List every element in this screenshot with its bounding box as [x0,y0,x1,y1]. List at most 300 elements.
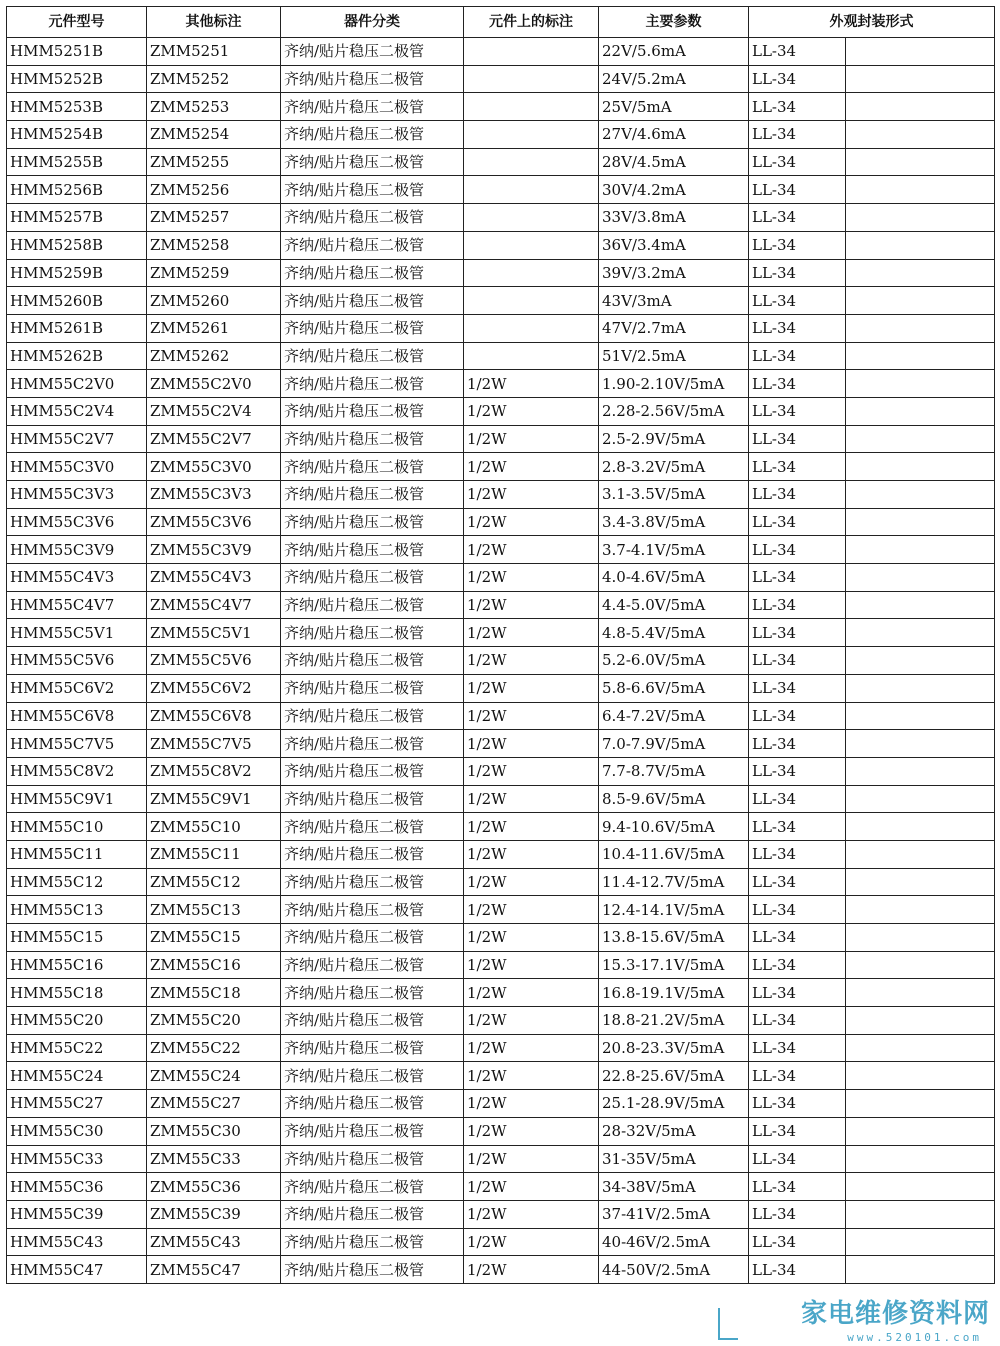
cell-other-marking: ZMM55C4V7 [147,591,281,619]
cell-empty [846,1228,995,1256]
component-table [6,6,995,1284]
cell-device-category: 齐纳/贴片稳压二极管 [281,757,464,785]
cell-other-marking: ZMM55C3V0 [147,453,281,481]
cell-main-parameters: 18.8-21.2V/5mA [599,1007,749,1035]
cell-part-number: HMM55C6V2 [7,674,147,702]
cell-package-form: LL-34 [749,896,846,924]
cell-main-parameters: 4.8-5.4V/5mA [599,619,749,647]
cell-main-parameters: 7.7-8.7V/5mA [599,757,749,785]
table-row [7,231,995,259]
cell-main-parameters: 7.0-7.9V/5mA [599,730,749,758]
cell-device-category: 齐纳/贴片稳压二极管 [281,979,464,1007]
cell-package-form: LL-34 [749,370,846,398]
cell-on-part-marking: 1/2W [464,564,599,592]
cell-empty [846,370,995,398]
cell-on-part-marking: 1/2W [464,868,599,896]
table-row [7,481,995,509]
cell-other-marking: ZMM55C30 [147,1117,281,1145]
cell-empty [846,425,995,453]
cell-main-parameters: 28-32V/5mA [599,1117,749,1145]
cell-main-parameters: 20.8-23.3V/5mA [599,1034,749,1062]
cell-package-form: LL-34 [749,619,846,647]
cell-part-number: HMM55C6V8 [7,702,147,730]
cell-device-category: 齐纳/贴片稳压二极管 [281,425,464,453]
cell-part-number: HMM5252B [7,65,147,93]
cell-on-part-marking [464,259,599,287]
cell-package-form: LL-34 [749,1145,846,1173]
cell-main-parameters: 16.8-19.1V/5mA [599,979,749,1007]
cell-device-category: 齐纳/贴片稳压二极管 [281,1173,464,1201]
cell-device-category: 齐纳/贴片稳压二极管 [281,785,464,813]
cell-other-marking: ZMM5251 [147,38,281,66]
cell-empty [846,148,995,176]
cell-main-parameters: 43V/3mA [599,287,749,315]
cell-main-parameters: 44-50V/2.5mA [599,1256,749,1284]
cell-on-part-marking: 1/2W [464,536,599,564]
cell-empty [846,287,995,315]
cell-part-number: HMM55C27 [7,1090,147,1118]
table-row [7,674,995,702]
table-row [7,1117,995,1145]
cell-part-number: HMM55C8V2 [7,757,147,785]
header-part-number: 元件型号 [7,7,147,38]
cell-package-form: LL-34 [749,840,846,868]
cell-part-number: HMM55C4V7 [7,591,147,619]
cell-on-part-marking [464,38,599,66]
cell-empty [846,564,995,592]
cell-on-part-marking: 1/2W [464,591,599,619]
cell-on-part-marking [464,93,599,121]
cell-empty [846,1007,995,1035]
cell-empty [846,813,995,841]
table-row [7,702,995,730]
cell-other-marking: ZMM55C2V7 [147,425,281,453]
cell-device-category: 齐纳/贴片稳压二极管 [281,951,464,979]
cell-package-form: LL-34 [749,93,846,121]
cell-empty [846,508,995,536]
cell-empty [846,896,995,924]
table-row [7,1173,995,1201]
cell-part-number: HMM55C47 [7,1256,147,1284]
table-row [7,425,995,453]
cell-other-marking: ZMM55C13 [147,896,281,924]
cell-on-part-marking [464,65,599,93]
header-other-marking: 其他标注 [147,7,281,38]
table-row [7,619,995,647]
table-row [7,1062,995,1090]
cell-empty [846,591,995,619]
cell-empty [846,65,995,93]
cell-package-form: LL-34 [749,121,846,149]
cell-part-number: HMM55C2V4 [7,397,147,425]
cell-part-number: HMM55C2V0 [7,370,147,398]
cell-empty [846,1145,995,1173]
cell-device-category: 齐纳/贴片稳压二极管 [281,840,464,868]
cell-package-form: LL-34 [749,1173,846,1201]
cell-device-category: 齐纳/贴片稳压二极管 [281,176,464,204]
cell-package-form: LL-34 [749,1034,846,1062]
cell-empty [846,674,995,702]
cell-main-parameters: 8.5-9.6V/5mA [599,785,749,813]
cell-part-number: HMM55C43 [7,1228,147,1256]
cell-device-category: 齐纳/贴片稳压二极管 [281,1200,464,1228]
cell-empty [846,1173,995,1201]
cell-main-parameters: 37-41V/2.5mA [599,1200,749,1228]
cell-other-marking: ZMM5262 [147,342,281,370]
cell-device-category: 齐纳/贴片稳压二极管 [281,702,464,730]
cell-package-form: LL-34 [749,1062,846,1090]
cell-on-part-marking: 1/2W [464,453,599,481]
table-row [7,204,995,232]
cell-on-part-marking [464,204,599,232]
cell-main-parameters: 5.8-6.6V/5mA [599,674,749,702]
cell-package-form: LL-34 [749,674,846,702]
cell-other-marking: ZMM55C16 [147,951,281,979]
cell-on-part-marking: 1/2W [464,757,599,785]
cell-package-form: LL-34 [749,1090,846,1118]
cell-package-form: LL-34 [749,924,846,952]
cell-other-marking: ZMM5257 [147,204,281,232]
cell-main-parameters: 13.8-15.6V/5mA [599,924,749,952]
cell-empty [846,204,995,232]
table-row [7,564,995,592]
cell-empty [846,702,995,730]
cell-package-form: LL-34 [749,231,846,259]
cell-main-parameters: 28V/4.5mA [599,148,749,176]
cell-on-part-marking: 1/2W [464,1173,599,1201]
cell-part-number: HMM5254B [7,121,147,149]
cell-part-number: HMM55C20 [7,1007,147,1035]
header-on-part-marking: 元件上的标注 [464,7,599,38]
cell-package-form: LL-34 [749,481,846,509]
cell-part-number: HMM5255B [7,148,147,176]
table-row [7,259,995,287]
cell-other-marking: ZMM55C11 [147,840,281,868]
cell-device-category: 齐纳/贴片稳压二极管 [281,204,464,232]
cell-on-part-marking [464,287,599,315]
cell-device-category: 齐纳/贴片稳压二极管 [281,370,464,398]
cell-on-part-marking: 1/2W [464,397,599,425]
cell-package-form: LL-34 [749,38,846,66]
cell-part-number: HMM55C3V3 [7,481,147,509]
cell-main-parameters: 24V/5.2mA [599,65,749,93]
watermark-logo-text: 家电维修资料网 [800,1299,990,1329]
table-row [7,148,995,176]
cell-package-form: LL-34 [749,259,846,287]
cell-package-form: LL-34 [749,536,846,564]
table-row [7,342,995,370]
cell-device-category: 齐纳/贴片稳压二极管 [281,619,464,647]
cell-on-part-marking: 1/2W [464,1256,599,1284]
cell-main-parameters: 34-38V/5mA [599,1173,749,1201]
cell-on-part-marking: 1/2W [464,674,599,702]
cell-main-parameters: 9.4-10.6V/5mA [599,813,749,841]
cell-on-part-marking: 1/2W [464,785,599,813]
cell-empty [846,1062,995,1090]
cell-other-marking: ZMM55C43 [147,1228,281,1256]
table-row [7,1145,995,1173]
cell-other-marking: ZMM55C36 [147,1173,281,1201]
table-body [7,38,995,1284]
cell-part-number: HMM55C39 [7,1200,147,1228]
cell-on-part-marking: 1/2W [464,1034,599,1062]
table-row [7,757,995,785]
cell-part-number: HMM55C3V6 [7,508,147,536]
cell-on-part-marking: 1/2W [464,370,599,398]
cell-other-marking: ZMM55C3V6 [147,508,281,536]
cell-on-part-marking [464,231,599,259]
table-row [7,287,995,315]
cell-main-parameters: 4.4-5.0V/5mA [599,591,749,619]
cell-package-form: LL-34 [749,591,846,619]
cell-package-form: LL-34 [749,564,846,592]
table-row [7,1090,995,1118]
cell-main-parameters: 2.8-3.2V/5mA [599,453,749,481]
table-row [7,314,995,342]
cell-empty [846,342,995,370]
cell-main-parameters: 40-46V/2.5mA [599,1228,749,1256]
cell-other-marking: ZMM55C15 [147,924,281,952]
cell-on-part-marking: 1/2W [464,924,599,952]
table-row [7,979,995,1007]
cell-other-marking: ZMM55C20 [147,1007,281,1035]
cell-package-form: LL-34 [749,730,846,758]
cell-device-category: 齐纳/贴片稳压二极管 [281,896,464,924]
cell-part-number: HMM5253B [7,93,147,121]
table-row [7,508,995,536]
table-row [7,868,995,896]
cell-on-part-marking: 1/2W [464,896,599,924]
cell-device-category: 齐纳/贴片稳压二极管 [281,259,464,287]
cell-main-parameters: 2.28-2.56V/5mA [599,397,749,425]
cell-other-marking: ZMM55C8V2 [147,757,281,785]
cell-package-form: LL-34 [749,314,846,342]
cell-other-marking: ZMM55C2V0 [147,370,281,398]
cell-other-marking: ZMM55C47 [147,1256,281,1284]
cell-empty [846,231,995,259]
cell-package-form: LL-34 [749,979,846,1007]
cell-device-category: 齐纳/贴片稳压二极管 [281,1090,464,1118]
cell-empty [846,951,995,979]
cell-device-category: 齐纳/贴片稳压二极管 [281,1228,464,1256]
cell-empty [846,38,995,66]
cell-main-parameters: 22.8-25.6V/5mA [599,1062,749,1090]
cell-other-marking: ZMM55C24 [147,1062,281,1090]
cell-other-marking: ZMM55C39 [147,1200,281,1228]
cell-empty [846,481,995,509]
cell-device-category: 齐纳/贴片稳压二极管 [281,148,464,176]
cell-part-number: HMM55C36 [7,1173,147,1201]
cell-empty [846,785,995,813]
cell-on-part-marking: 1/2W [464,647,599,675]
cell-main-parameters: 3.7-4.1V/5mA [599,536,749,564]
cell-other-marking: ZMM55C6V8 [147,702,281,730]
cell-device-category: 齐纳/贴片稳压二极管 [281,287,464,315]
cell-main-parameters: 31-35V/5mA [599,1145,749,1173]
cell-other-marking: ZMM55C2V4 [147,397,281,425]
table-row [7,121,995,149]
cell-other-marking: ZMM55C12 [147,868,281,896]
header-row [7,7,995,38]
table-row [7,813,995,841]
cell-part-number: HMM5256B [7,176,147,204]
cell-package-form: LL-34 [749,785,846,813]
cell-other-marking: ZMM55C5V1 [147,619,281,647]
cell-on-part-marking [464,342,599,370]
cell-device-category: 齐纳/贴片稳压二极管 [281,1117,464,1145]
table-row [7,453,995,481]
watermark-icon [718,1308,738,1340]
cell-package-form: LL-34 [749,508,846,536]
cell-other-marking: ZMM5254 [147,121,281,149]
cell-main-parameters: 15.3-17.1V/5mA [599,951,749,979]
cell-package-form: LL-34 [749,1228,846,1256]
cell-package-form: LL-34 [749,1007,846,1035]
cell-part-number: HMM5260B [7,287,147,315]
cell-other-marking: ZMM55C33 [147,1145,281,1173]
cell-part-number: HMM55C4V3 [7,564,147,592]
cell-device-category: 齐纳/贴片稳压二极管 [281,65,464,93]
table-row [7,65,995,93]
cell-main-parameters: 27V/4.6mA [599,121,749,149]
cell-part-number: HMM5262B [7,342,147,370]
table-row [7,951,995,979]
cell-device-category: 齐纳/贴片稳压二极管 [281,397,464,425]
cell-empty [846,259,995,287]
cell-other-marking: ZMM5255 [147,148,281,176]
cell-empty [846,979,995,1007]
cell-part-number: HMM55C11 [7,840,147,868]
cell-on-part-marking: 1/2W [464,425,599,453]
table-row [7,785,995,813]
cell-other-marking: ZMM55C4V3 [147,564,281,592]
cell-package-form: LL-34 [749,868,846,896]
cell-other-marking: ZMM55C22 [147,1034,281,1062]
cell-package-form: LL-34 [749,287,846,315]
cell-main-parameters: 11.4-12.7V/5mA [599,868,749,896]
cell-device-category: 齐纳/贴片稳压二极管 [281,121,464,149]
table-row [7,1228,995,1256]
cell-on-part-marking: 1/2W [464,619,599,647]
cell-other-marking: ZMM55C3V9 [147,536,281,564]
table-row [7,370,995,398]
table-row [7,536,995,564]
cell-on-part-marking: 1/2W [464,813,599,841]
cell-package-form: LL-34 [749,951,846,979]
cell-device-category: 齐纳/贴片稳压二极管 [281,1062,464,1090]
cell-on-part-marking: 1/2W [464,481,599,509]
cell-part-number: HMM55C3V9 [7,536,147,564]
cell-part-number: HMM55C9V1 [7,785,147,813]
cell-on-part-marking: 1/2W [464,1117,599,1145]
cell-on-part-marking: 1/2W [464,702,599,730]
cell-device-category: 齐纳/贴片稳压二极管 [281,924,464,952]
cell-empty [846,1090,995,1118]
cell-main-parameters: 5.2-6.0V/5mA [599,647,749,675]
watermark-url: www.520101.com [847,1331,982,1344]
cell-empty [846,536,995,564]
cell-main-parameters: 2.5-2.9V/5mA [599,425,749,453]
cell-other-marking: ZMM5252 [147,65,281,93]
table-row [7,1007,995,1035]
cell-package-form: LL-34 [749,813,846,841]
cell-empty [846,1117,995,1145]
cell-other-marking: ZMM55C9V1 [147,785,281,813]
cell-other-marking: ZMM55C7V5 [147,730,281,758]
cell-main-parameters: 10.4-11.6V/5mA [599,840,749,868]
table-header [7,7,995,38]
table-row [7,93,995,121]
cell-empty [846,757,995,785]
cell-part-number: HMM55C12 [7,868,147,896]
cell-part-number: HMM55C7V5 [7,730,147,758]
cell-part-number: HMM55C22 [7,1034,147,1062]
cell-main-parameters: 22V/5.6mA [599,38,749,66]
cell-device-category: 齐纳/贴片稳压二极管 [281,730,464,758]
cell-empty [846,730,995,758]
cell-on-part-marking [464,121,599,149]
cell-package-form: LL-34 [749,1117,846,1145]
cell-other-marking: ZMM55C27 [147,1090,281,1118]
table-row [7,591,995,619]
table-row [7,730,995,758]
cell-on-part-marking: 1/2W [464,1062,599,1090]
cell-part-number: HMM55C13 [7,896,147,924]
cell-part-number: HMM55C24 [7,1062,147,1090]
cell-device-category: 齐纳/贴片稳压二极管 [281,508,464,536]
cell-package-form: LL-34 [749,453,846,481]
table-row [7,840,995,868]
cell-device-category: 齐纳/贴片稳压二极管 [281,674,464,702]
cell-empty [846,1256,995,1284]
cell-part-number: HMM5251B [7,38,147,66]
cell-empty [846,619,995,647]
cell-empty [846,924,995,952]
cell-package-form: LL-34 [749,425,846,453]
table-row [7,647,995,675]
cell-device-category: 齐纳/贴片稳压二极管 [281,1256,464,1284]
cell-on-part-marking [464,148,599,176]
cell-on-part-marking [464,314,599,342]
table-row [7,924,995,952]
cell-part-number: HMM5258B [7,231,147,259]
cell-main-parameters: 12.4-14.1V/5mA [599,896,749,924]
table-row [7,176,995,204]
cell-part-number: HMM55C3V0 [7,453,147,481]
cell-part-number: HMM5257B [7,204,147,232]
cell-part-number: HMM5259B [7,259,147,287]
cell-main-parameters: 25.1-28.9V/5mA [599,1090,749,1118]
cell-part-number: HMM55C30 [7,1117,147,1145]
cell-on-part-marking: 1/2W [464,840,599,868]
cell-on-part-marking: 1/2W [464,1145,599,1173]
cell-device-category: 齐纳/贴片稳压二极管 [281,591,464,619]
cell-part-number: HMM55C15 [7,924,147,952]
cell-package-form: LL-34 [749,204,846,232]
table-row [7,896,995,924]
header-package-form: 外观封装形式 [749,7,995,38]
cell-other-marking: ZMM55C5V6 [147,647,281,675]
cell-empty [846,453,995,481]
cell-empty [846,314,995,342]
cell-package-form: LL-34 [749,1256,846,1284]
cell-other-marking: ZMM5260 [147,287,281,315]
cell-empty [846,176,995,204]
cell-package-form: LL-34 [749,757,846,785]
cell-main-parameters: 3.4-3.8V/5mA [599,508,749,536]
cell-main-parameters: 30V/4.2mA [599,176,749,204]
cell-empty [846,1200,995,1228]
